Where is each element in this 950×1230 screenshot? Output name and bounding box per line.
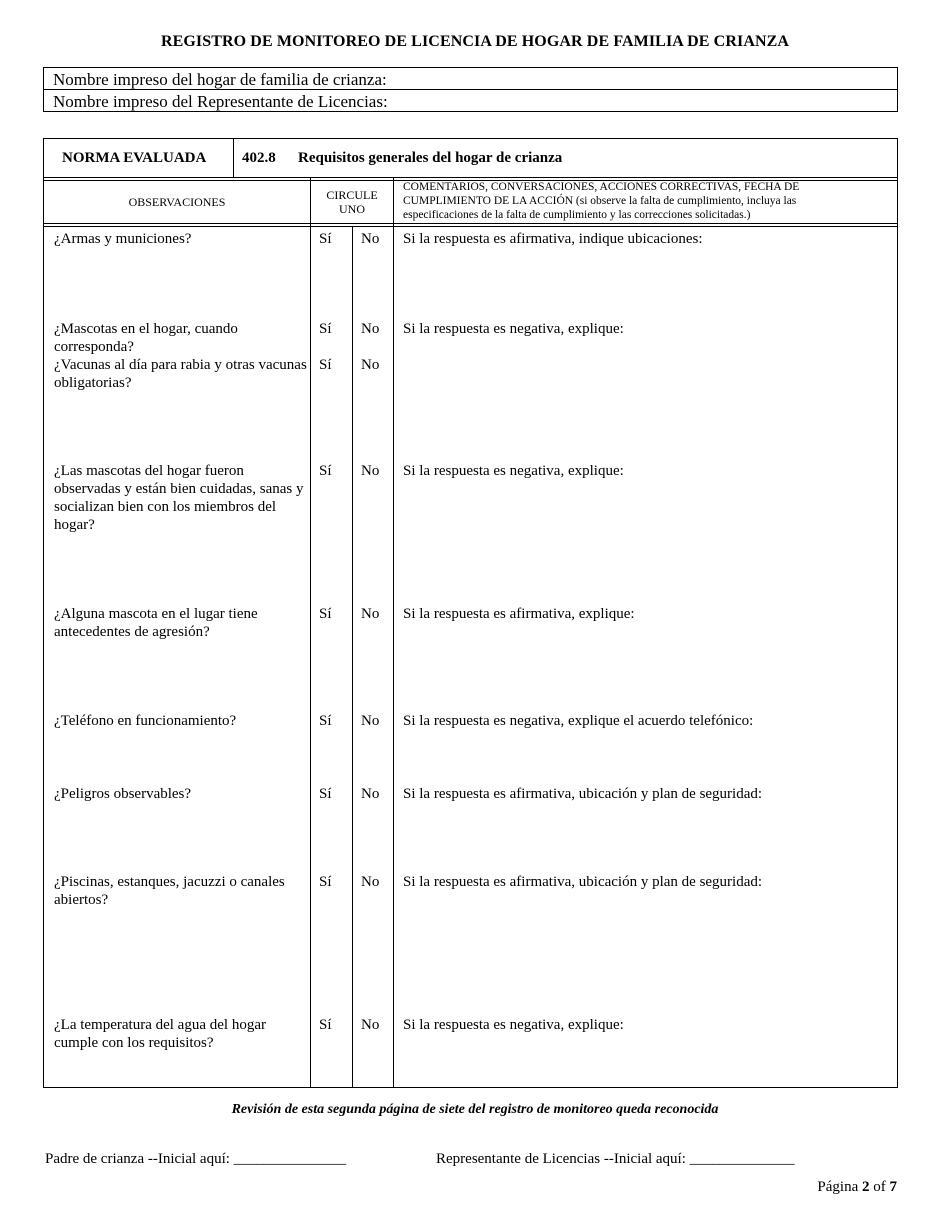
page-number [817,1179,897,1196]
comment-prompt[interactable]: Si la respuesta es afirmativa, indique ubicaciones: [403,231,703,247]
question-pet-aggression: ¿Alguna mascota en el lugar tiene antecedentes de agresión? [54,606,258,640]
comment-prompt[interactable]: Si la respuesta es negativa, explique: [403,1017,624,1033]
monitoring-table [43,138,898,1088]
no-option[interactable]: No [361,1017,380,1033]
standard-description: Requisitos generales del hogar de crianza [298,150,563,166]
column-divider [352,227,353,1087]
comment-prompt[interactable]: Si la respuesta es negativa, explique: [403,321,624,337]
standard-evaluated-label: NORMA EVALUADA [62,150,207,166]
yes-option[interactable]: Sí [319,874,332,890]
column-divider [310,178,311,1087]
page-label: Página [817,1179,859,1195]
question-pets-observed: ¿Las mascotas del hogar fueron observadas y están bien cuidadas, sanas y socializan bien con los miembros del hogar? [54,463,304,533]
yes-option[interactable]: Sí [319,786,332,802]
yes-option[interactable]: Sí [319,463,332,479]
printed-names-box [43,67,898,112]
comments-header-line2: CUMPLIMIENTO DE LA ACCIÓN (si observe la falta de cumplimiento, incluya las [403,195,797,207]
foster-home-name-label: Nombre impreso del hogar de familia de crianza: [53,70,387,89]
no-option[interactable]: No [361,321,380,337]
circle-one-line1: CIRCULE [326,188,378,202]
observations-header: OBSERVACIONES [128,195,226,209]
review-acknowledgement: Revisión de esta segunda página de siete del registro de monitoreo queda reconocida [231,1102,719,1117]
comment-prompt[interactable]: Si la respuesta es negativa, explique el acuerdo telefónico: [403,713,754,729]
licensing-rep-name-label: Nombre impreso del Representante de Licencias: [53,92,388,111]
page-total: 7 [889,1179,897,1195]
question-hazards: ¿Peligros observables? [54,786,192,802]
document-title: REGISTRO DE MONITOREO DE LICENCIA DE HOGAR DE FAMILIA DE CRIANZA [160,33,790,50]
foster-home-name-line[interactable] [44,68,897,90]
no-option[interactable]: No [361,606,380,622]
divider [44,223,897,224]
question-vaccines: ¿Vacunas al día para rabia y otras vacunas obligatorias? [54,357,307,391]
column-divider [393,178,394,1087]
question-pets: ¿Mascotas en el hogar, cuando corresponda? [54,321,238,355]
question-pools: ¿Piscinas, estanques, jacuzzi o canales abiertos? [54,874,285,908]
yes-option[interactable]: Sí [319,321,332,337]
no-option[interactable]: No [361,357,380,373]
comments-header-line3: especificaciones de la falta de cumplimiento y las correcciones solicitadas.) [403,209,751,221]
question-water-temperature: ¿La temperatura del agua del hogar cumple con los requisitos? [54,1017,266,1051]
comment-prompt[interactable]: Si la respuesta es afirmativa, explique: [403,606,635,622]
no-option[interactable]: No [361,463,380,479]
page-current: 2 [862,1179,870,1195]
comments-header [403,180,893,222]
yes-option[interactable]: Sí [319,606,332,622]
no-option[interactable]: No [361,713,380,729]
comments-header-line1: COMENTARIOS, CONVERSACIONES, ACCIONES CORRECTIVAS, FECHA DE [403,181,800,193]
yes-option[interactable]: Sí [319,231,332,247]
licensing-rep-name-line[interactable] [44,90,897,111]
question-weapons: ¿Armas y municiones? [54,231,192,247]
no-option[interactable]: No [361,231,380,247]
comment-prompt[interactable]: Si la respuesta es afirmativa, ubicación y plan de seguridad: [403,786,763,802]
comment-prompt[interactable]: Si la respuesta es afirmativa, ubicación y plan de seguridad: [403,874,763,890]
comment-prompt[interactable]: Si la respuesta es negativa, explique: [403,463,624,479]
standard-code: 402.8 [242,150,276,166]
circle-one-line2: UNO [339,202,365,216]
circle-one-header [311,188,393,216]
yes-option[interactable]: Sí [319,357,332,373]
yes-option[interactable]: Sí [319,713,332,729]
divider [44,226,897,227]
question-telephone: ¿Teléfono en funcionamiento? [54,713,237,729]
no-option[interactable]: No [361,874,380,890]
divider [44,177,897,178]
no-option[interactable]: No [361,786,380,802]
yes-option[interactable]: Sí [319,1017,332,1033]
foster-parent-initial[interactable]: Padre de crianza --Inicial aquí: _______________ [45,1151,347,1167]
licensing-rep-initial[interactable]: Representante de Licencias --Inicial aquí: ______________ [436,1151,795,1167]
page-of: of [873,1179,886,1195]
divider [233,139,234,178]
